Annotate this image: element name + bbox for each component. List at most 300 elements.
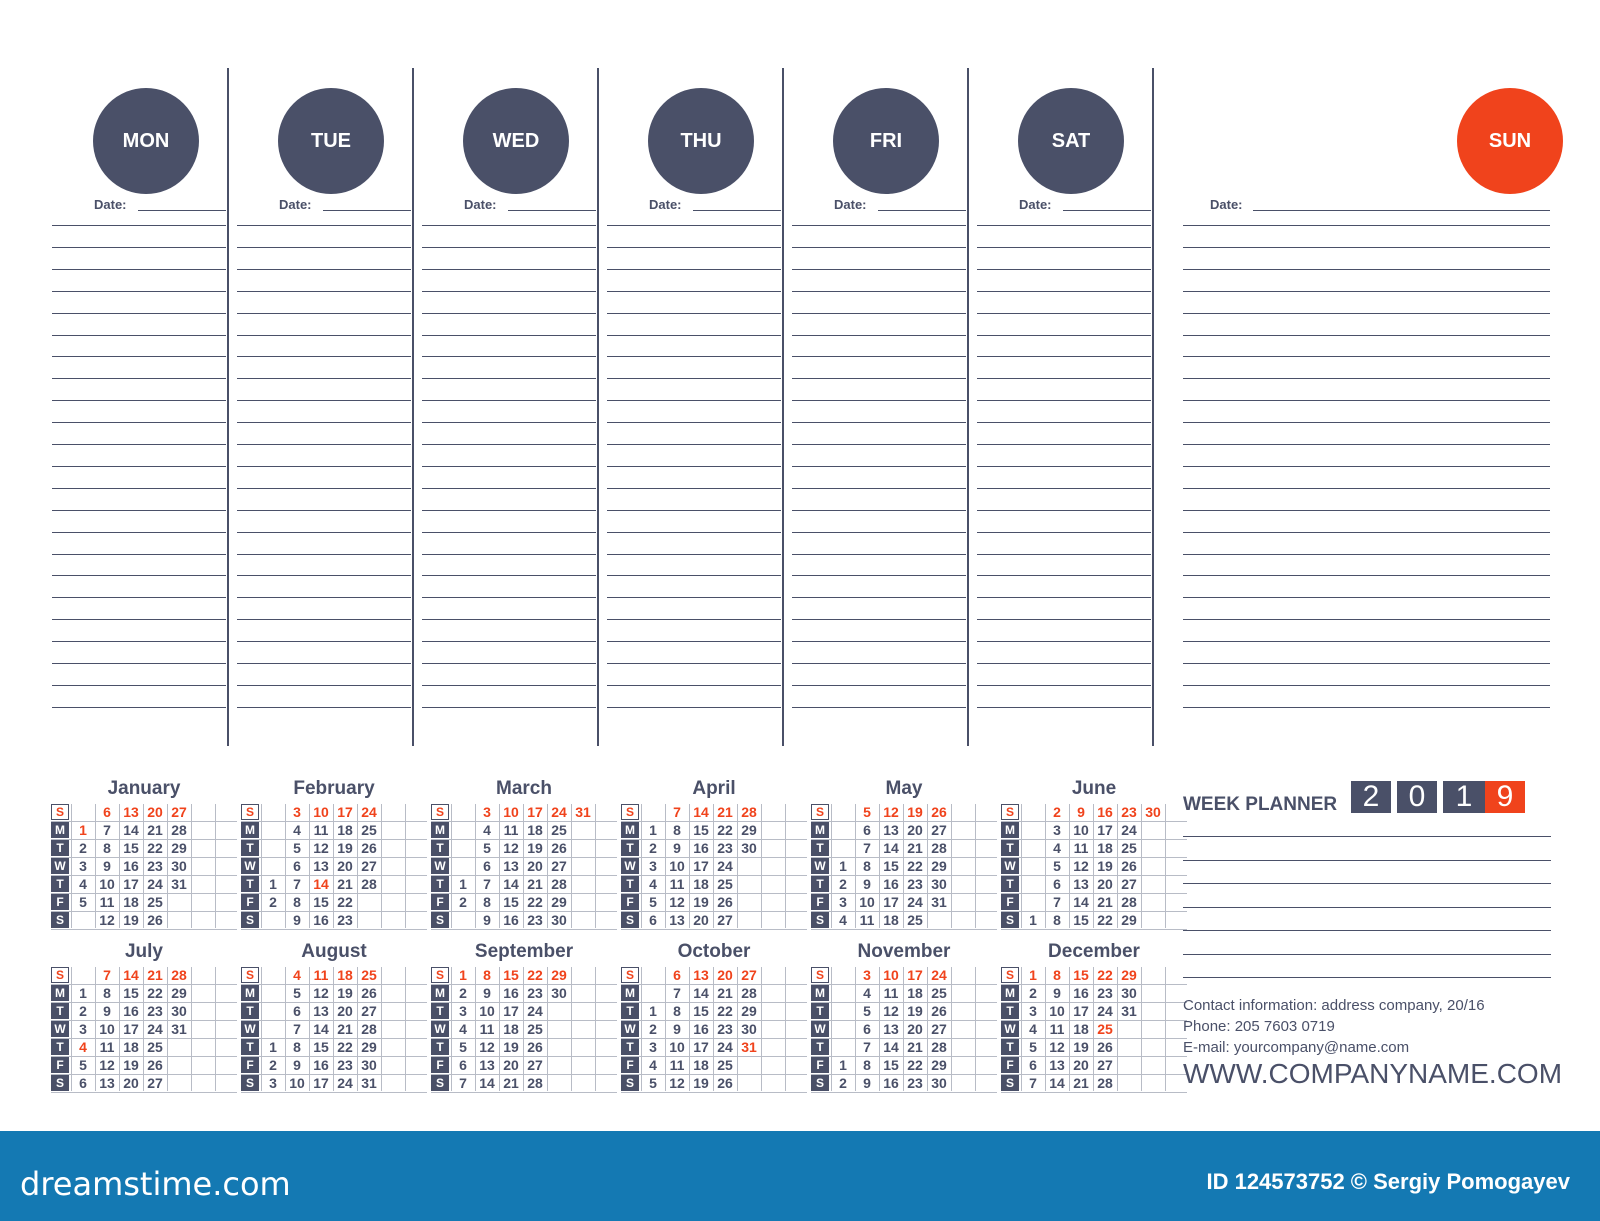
writing-line <box>1183 422 1550 423</box>
writing-line <box>52 597 226 598</box>
writing-line <box>52 269 226 270</box>
day-number: 20 <box>147 804 163 820</box>
weekday-letter: F <box>431 1057 449 1073</box>
day-number: 24 <box>147 876 163 892</box>
day-number: 2 <box>1029 985 1037 1001</box>
day-number: 7 <box>293 876 301 892</box>
writing-line <box>237 247 411 248</box>
grid-separator <box>761 804 762 928</box>
day-number: 12 <box>669 894 685 910</box>
day-number: 2 <box>459 894 467 910</box>
weekday-letter: W <box>621 858 639 874</box>
day-number: 24 <box>931 967 947 983</box>
day-number: 18 <box>337 822 353 838</box>
day-number: 16 <box>123 1003 139 1019</box>
grid-separator <box>761 967 762 1091</box>
writing-line <box>792 707 966 708</box>
day-number: 16 <box>1073 985 1089 1001</box>
weekday-letter: T <box>431 840 449 856</box>
note-line <box>1183 860 1551 861</box>
date-label: Date: <box>1019 197 1052 212</box>
day-number: 13 <box>669 912 685 928</box>
day-number: 18 <box>503 1021 519 1037</box>
day-number: 9 <box>673 840 681 856</box>
day-number: 5 <box>293 840 301 856</box>
month-title: July <box>124 941 164 962</box>
day-number: 29 <box>1121 912 1137 928</box>
day-number: 21 <box>147 822 163 838</box>
weekday-letter: S <box>811 1075 829 1091</box>
day-number: 18 <box>527 822 543 838</box>
weekday-letter: T <box>621 840 639 856</box>
grid-separator <box>1165 804 1166 928</box>
day-number: 8 <box>863 1057 871 1073</box>
weekday-letter: M <box>51 822 69 838</box>
day-number: 31 <box>171 1021 187 1037</box>
day-number: 6 <box>293 858 301 874</box>
writing-line <box>52 356 226 357</box>
month-title: December <box>1048 941 1140 962</box>
day-number: 28 <box>931 840 947 856</box>
weekday-letter: F <box>1001 1057 1019 1073</box>
writing-line <box>607 335 781 336</box>
month-title: January <box>107 778 181 799</box>
day-number: 25 <box>1121 840 1137 856</box>
day-number: 22 <box>717 1003 733 1019</box>
day-number: 20 <box>717 967 733 983</box>
day-number: 3 <box>269 1075 277 1091</box>
day-number: 27 <box>931 822 947 838</box>
day-number: 28 <box>551 876 567 892</box>
day-number: 15 <box>883 858 899 874</box>
day-number: 20 <box>907 822 923 838</box>
day-number: 5 <box>79 1057 87 1073</box>
day-circle-mon: MON <box>93 88 199 194</box>
writing-line <box>1183 619 1550 620</box>
day-number: 6 <box>863 822 871 838</box>
day-number: 27 <box>551 858 567 874</box>
month-title: August <box>301 941 367 962</box>
writing-line <box>422 510 596 511</box>
writing-line <box>977 225 1151 226</box>
date-label: Date: <box>279 197 312 212</box>
weekday-letter: T <box>241 1003 259 1019</box>
day-number: 15 <box>313 894 329 910</box>
writing-line <box>607 400 781 401</box>
writing-line <box>52 422 226 423</box>
day-number: 13 <box>99 1075 115 1091</box>
day-number: 2 <box>839 1075 847 1091</box>
day-number: 23 <box>907 1075 923 1091</box>
day-number: 7 <box>483 876 491 892</box>
grid-separator <box>785 967 786 1091</box>
weekday-letter: T <box>621 1039 639 1055</box>
day-number: 1 <box>649 822 657 838</box>
day-number: 4 <box>863 985 871 1001</box>
day-number: 25 <box>361 822 377 838</box>
writing-line <box>977 641 1151 642</box>
day-number: 3 <box>839 894 847 910</box>
weekday-letter: S <box>431 912 449 928</box>
day-number: 26 <box>551 840 567 856</box>
writing-line <box>1183 356 1550 357</box>
weekday-letter: T <box>811 1039 829 1055</box>
writing-line <box>977 685 1151 686</box>
day-number: 14 <box>479 1075 495 1091</box>
weekday-letter: W <box>241 858 259 874</box>
day-number: 29 <box>931 1057 947 1073</box>
day-number: 26 <box>1121 858 1137 874</box>
writing-line <box>1183 532 1550 533</box>
day-number: 17 <box>693 1039 709 1055</box>
writing-line <box>977 619 1151 620</box>
day-number: 24 <box>717 858 733 874</box>
day-number: 2 <box>269 894 277 910</box>
day-number: 8 <box>673 822 681 838</box>
day-number: 7 <box>459 1075 467 1091</box>
weekday-letter: T <box>1001 1003 1019 1019</box>
day-number: 25 <box>1097 1021 1113 1037</box>
day-number: 27 <box>361 1003 377 1019</box>
grid-separator <box>785 804 786 928</box>
weekday-letter: T <box>51 876 69 892</box>
day-number: 8 <box>293 894 301 910</box>
writing-line <box>237 313 411 314</box>
day-number: 20 <box>907 1021 923 1037</box>
weekday-letter: W <box>51 858 69 874</box>
writing-line <box>52 707 226 708</box>
weekday-letter: S <box>431 804 449 820</box>
day-number: 27 <box>527 1057 543 1073</box>
day-number: 31 <box>575 804 591 820</box>
writing-line <box>422 488 596 489</box>
writing-line <box>977 663 1151 664</box>
day-number: 24 <box>147 1021 163 1037</box>
writing-line <box>1183 707 1550 708</box>
writing-line <box>422 597 596 598</box>
day-number: 25 <box>147 894 163 910</box>
weekday-letter: F <box>431 894 449 910</box>
date-label: Date: <box>464 197 497 212</box>
day-number: 14 <box>1073 894 1089 910</box>
weekday-letter: T <box>51 1039 69 1055</box>
day-number: 30 <box>171 1003 187 1019</box>
day-number: 8 <box>1053 967 1061 983</box>
day-number: 4 <box>79 1039 87 1055</box>
grid-separator <box>191 804 192 928</box>
day-column-mon <box>40 60 225 740</box>
writing-line <box>1183 225 1550 226</box>
weekday-letter: M <box>431 822 449 838</box>
writing-line <box>1183 291 1550 292</box>
day-number: 25 <box>931 985 947 1001</box>
day-circle-fri: FRI <box>833 88 939 194</box>
day-number: 28 <box>361 876 377 892</box>
day-number: 22 <box>527 894 543 910</box>
writing-line <box>422 554 596 555</box>
day-number: 19 <box>527 840 543 856</box>
weekday-letter: T <box>241 1039 259 1055</box>
day-number: 5 <box>649 894 657 910</box>
day-number: 10 <box>99 876 115 892</box>
day-number: 3 <box>459 1003 467 1019</box>
writing-line <box>792 510 966 511</box>
day-number: 12 <box>479 1039 495 1055</box>
day-number: 18 <box>123 1039 139 1055</box>
day-number: 10 <box>669 858 685 874</box>
year-digit-box: 2 <box>1351 781 1391 813</box>
writing-line <box>1183 685 1550 686</box>
writing-line <box>792 378 966 379</box>
weekday-letter: W <box>621 1021 639 1037</box>
date-line <box>878 210 966 211</box>
day-number: 19 <box>123 1057 139 1073</box>
weekday-letter: W <box>811 1021 829 1037</box>
writing-line <box>52 466 226 467</box>
writing-line <box>52 313 226 314</box>
day-number: 11 <box>313 967 329 983</box>
day-number: 12 <box>669 1075 685 1091</box>
weekday-letter: F <box>811 894 829 910</box>
day-number: 3 <box>649 858 657 874</box>
column-divider <box>1152 68 1154 746</box>
column-divider <box>412 68 414 746</box>
writing-line <box>607 225 781 226</box>
weekday-letter: T <box>1001 840 1019 856</box>
writing-line <box>1183 554 1550 555</box>
weekday-letter: T <box>1001 1039 1019 1055</box>
day-number: 15 <box>313 1039 329 1055</box>
grid-separator <box>571 804 572 928</box>
weekday-letter: T <box>241 876 259 892</box>
grid-separator <box>951 967 952 1091</box>
day-number: 28 <box>361 1021 377 1037</box>
day-number: 13 <box>1073 876 1089 892</box>
date-line <box>693 210 781 211</box>
writing-line <box>237 291 411 292</box>
weekday-letter: W <box>431 1021 449 1037</box>
writing-line <box>237 356 411 357</box>
writing-line <box>1183 247 1550 248</box>
writing-line <box>237 422 411 423</box>
day-number: 7 <box>673 804 681 820</box>
weekday-letter: S <box>621 912 639 928</box>
day-number: 27 <box>931 1021 947 1037</box>
day-number: 26 <box>147 1057 163 1073</box>
day-number: 16 <box>1097 804 1113 820</box>
day-number: 30 <box>171 858 187 874</box>
company-website: WWW.COMPANYNAME.COM <box>1183 1058 1563 1089</box>
writing-line <box>422 663 596 664</box>
day-number: 5 <box>459 1039 467 1055</box>
writing-line <box>237 707 411 708</box>
day-number: 10 <box>479 1003 495 1019</box>
weekday-letter: W <box>1001 1021 1019 1037</box>
day-number: 6 <box>79 1075 87 1091</box>
day-number: 8 <box>673 1003 681 1019</box>
weekday-letter: F <box>621 1057 639 1073</box>
writing-line <box>792 488 966 489</box>
day-number: 3 <box>483 804 491 820</box>
writing-line <box>237 400 411 401</box>
footer-credit: ID 124573752 © Sergiy Pomogayev <box>1206 1169 1570 1194</box>
weekday-letter: S <box>51 1075 69 1091</box>
day-number: 16 <box>503 985 519 1001</box>
writing-line <box>977 466 1151 467</box>
writing-line <box>607 641 781 642</box>
day-number: 24 <box>717 1039 733 1055</box>
writing-line <box>1183 488 1550 489</box>
writing-line <box>52 488 226 489</box>
writing-line <box>422 707 596 708</box>
day-number: 11 <box>313 822 329 838</box>
day-number: 19 <box>693 1075 709 1091</box>
day-number: 30 <box>931 876 947 892</box>
writing-line <box>977 291 1151 292</box>
day-number: 4 <box>459 1021 467 1037</box>
day-number: 30 <box>551 985 567 1001</box>
day-number: 15 <box>503 967 519 983</box>
day-number: 15 <box>123 985 139 1001</box>
day-circle-thu: THU <box>648 88 754 194</box>
day-number: 1 <box>459 967 467 983</box>
day-number: 16 <box>313 912 329 928</box>
contact-phone: Phone: 205 7603 0719 <box>1183 1018 1335 1035</box>
day-number: 23 <box>527 912 543 928</box>
day-number: 19 <box>337 985 353 1001</box>
day-number: 9 <box>483 912 491 928</box>
day-number: 23 <box>1097 985 1113 1001</box>
day-number: 20 <box>693 912 709 928</box>
year-digit-box: 9 <box>1485 781 1525 813</box>
writing-line <box>422 356 596 357</box>
writing-line <box>422 466 596 467</box>
day-number: 17 <box>1073 1003 1089 1019</box>
day-number: 30 <box>1145 804 1161 820</box>
day-number: 25 <box>527 1021 543 1037</box>
day-number: 25 <box>551 822 567 838</box>
day-number: 19 <box>123 912 139 928</box>
writing-line <box>422 291 596 292</box>
day-number: 27 <box>171 804 187 820</box>
day-number: 14 <box>693 985 709 1001</box>
weekday-letter: S <box>431 967 449 983</box>
day-number: 8 <box>293 1039 301 1055</box>
day-number: 8 <box>103 985 111 1001</box>
writing-line <box>792 335 966 336</box>
day-number: 10 <box>883 967 899 983</box>
day-number: 24 <box>361 804 377 820</box>
weekday-letter: M <box>51 985 69 1001</box>
day-number: 8 <box>1053 912 1061 928</box>
day-number: 27 <box>361 858 377 874</box>
writing-line <box>792 641 966 642</box>
day-number: 9 <box>293 1057 301 1073</box>
grid-separator <box>215 804 216 928</box>
column-divider <box>967 68 969 746</box>
weekday-letter: S <box>431 1075 449 1091</box>
contact-email: E-mail: yourcompany@name.com <box>1183 1039 1410 1056</box>
day-number: 1 <box>269 1039 277 1055</box>
year-digit-box: 1 <box>1443 781 1485 813</box>
writing-line <box>792 532 966 533</box>
day-number: 1 <box>1029 967 1037 983</box>
footer-bar <box>0 1131 1600 1221</box>
day-number: 5 <box>1053 858 1061 874</box>
weekday-letter: W <box>431 858 449 874</box>
writing-line <box>792 554 966 555</box>
weekday-letter: S <box>811 804 829 820</box>
weekday-letter: S <box>621 804 639 820</box>
writing-line <box>52 641 226 642</box>
day-number: 16 <box>503 912 519 928</box>
day-number: 22 <box>1097 912 1113 928</box>
day-column-wed <box>410 60 595 740</box>
day-number: 4 <box>293 967 301 983</box>
weekday-letter: S <box>1001 912 1019 928</box>
day-number: 6 <box>483 858 491 874</box>
day-number: 28 <box>527 1075 543 1091</box>
weekday-letter: F <box>1001 894 1019 910</box>
day-number: 9 <box>103 1003 111 1019</box>
day-number: 9 <box>863 876 871 892</box>
day-number: 16 <box>883 876 899 892</box>
day-number: 11 <box>669 876 685 892</box>
day-number: 1 <box>649 1003 657 1019</box>
writing-line <box>792 400 966 401</box>
day-number: 28 <box>1097 1075 1113 1091</box>
day-number: 17 <box>883 894 899 910</box>
writing-line <box>52 685 226 686</box>
writing-line <box>977 313 1151 314</box>
date-label: Date: <box>834 197 867 212</box>
writing-line <box>1183 269 1550 270</box>
writing-line <box>422 400 596 401</box>
writing-line <box>607 269 781 270</box>
day-number: 21 <box>527 876 543 892</box>
day-number: 20 <box>1097 876 1113 892</box>
writing-line <box>792 291 966 292</box>
weekday-letter: S <box>241 967 259 983</box>
grid-separator <box>1141 967 1142 1091</box>
day-number: 20 <box>123 1075 139 1091</box>
day-number: 13 <box>883 1021 899 1037</box>
day-number: 21 <box>907 1039 923 1055</box>
day-number: 14 <box>313 1021 329 1037</box>
month-title: April <box>692 778 736 799</box>
day-number: 7 <box>1053 894 1061 910</box>
writing-line <box>1183 466 1550 467</box>
grid-separator <box>1021 804 1022 928</box>
writing-line <box>422 313 596 314</box>
writing-line <box>1183 335 1550 336</box>
day-number: 11 <box>883 985 899 1001</box>
day-number: 29 <box>171 840 187 856</box>
day-number: 13 <box>313 858 329 874</box>
grid-separator <box>191 967 192 1091</box>
day-number: 10 <box>1049 1003 1065 1019</box>
writing-line <box>792 444 966 445</box>
day-number: 17 <box>337 804 353 820</box>
writing-line <box>977 444 1151 445</box>
day-number: 19 <box>337 840 353 856</box>
day-number: 31 <box>361 1075 377 1091</box>
writing-line <box>792 597 966 598</box>
day-number: 15 <box>1073 912 1089 928</box>
day-number: 23 <box>717 840 733 856</box>
day-number: 19 <box>693 894 709 910</box>
writing-line <box>1183 378 1550 379</box>
